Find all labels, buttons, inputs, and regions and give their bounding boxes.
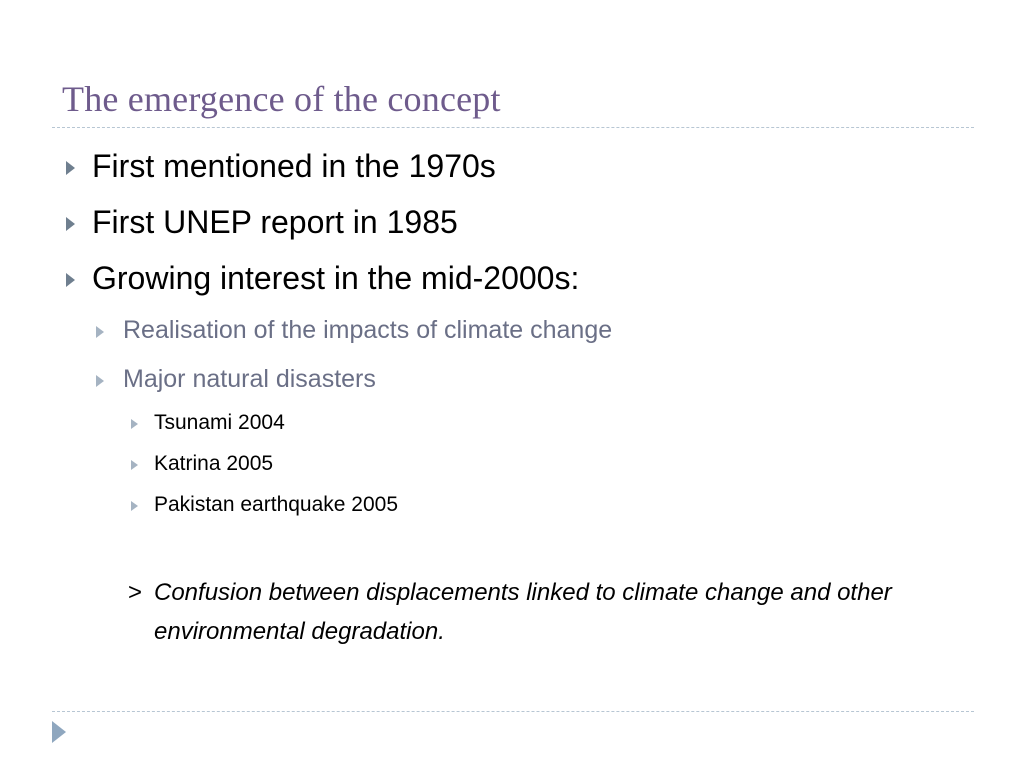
subbullet-text: Major natural disasters	[123, 365, 376, 393]
bullet-text: First mentioned in the 1970s	[92, 148, 496, 184]
subsubbullet-triangle-icon	[131, 419, 138, 429]
title-divider	[52, 127, 974, 128]
bullet-text: First UNEP report in 1985	[92, 204, 458, 240]
bullet-triangle-icon	[66, 273, 75, 287]
subsubbullet-text: Katrina 2005	[154, 452, 274, 475]
bullet-triangle-icon	[66, 217, 75, 231]
note-text: Confusion between displacements linked to climate change and other environmental degradation.	[154, 579, 892, 645]
bullet-text: Growing interest in the mid-2000s:	[92, 260, 580, 296]
slide-title: The emergence of the concept	[62, 79, 501, 119]
footer-divider	[52, 711, 974, 712]
subsubbullet-text: Pakistan earthquake 2005	[154, 493, 399, 516]
subsubbullet-triangle-icon	[131, 460, 138, 470]
subbullet-text: Realisation of the impacts of climate change	[123, 316, 613, 344]
subbullet-triangle-icon	[96, 375, 104, 387]
subbullet-triangle-icon	[96, 326, 104, 338]
note-marker: >	[128, 579, 143, 606]
subsubbullet-text: Tsunami 2004	[154, 411, 285, 434]
bullet-triangle-icon	[66, 161, 75, 175]
play-arrow-icon[interactable]	[52, 721, 66, 743]
subsubbullet-triangle-icon	[131, 501, 138, 511]
